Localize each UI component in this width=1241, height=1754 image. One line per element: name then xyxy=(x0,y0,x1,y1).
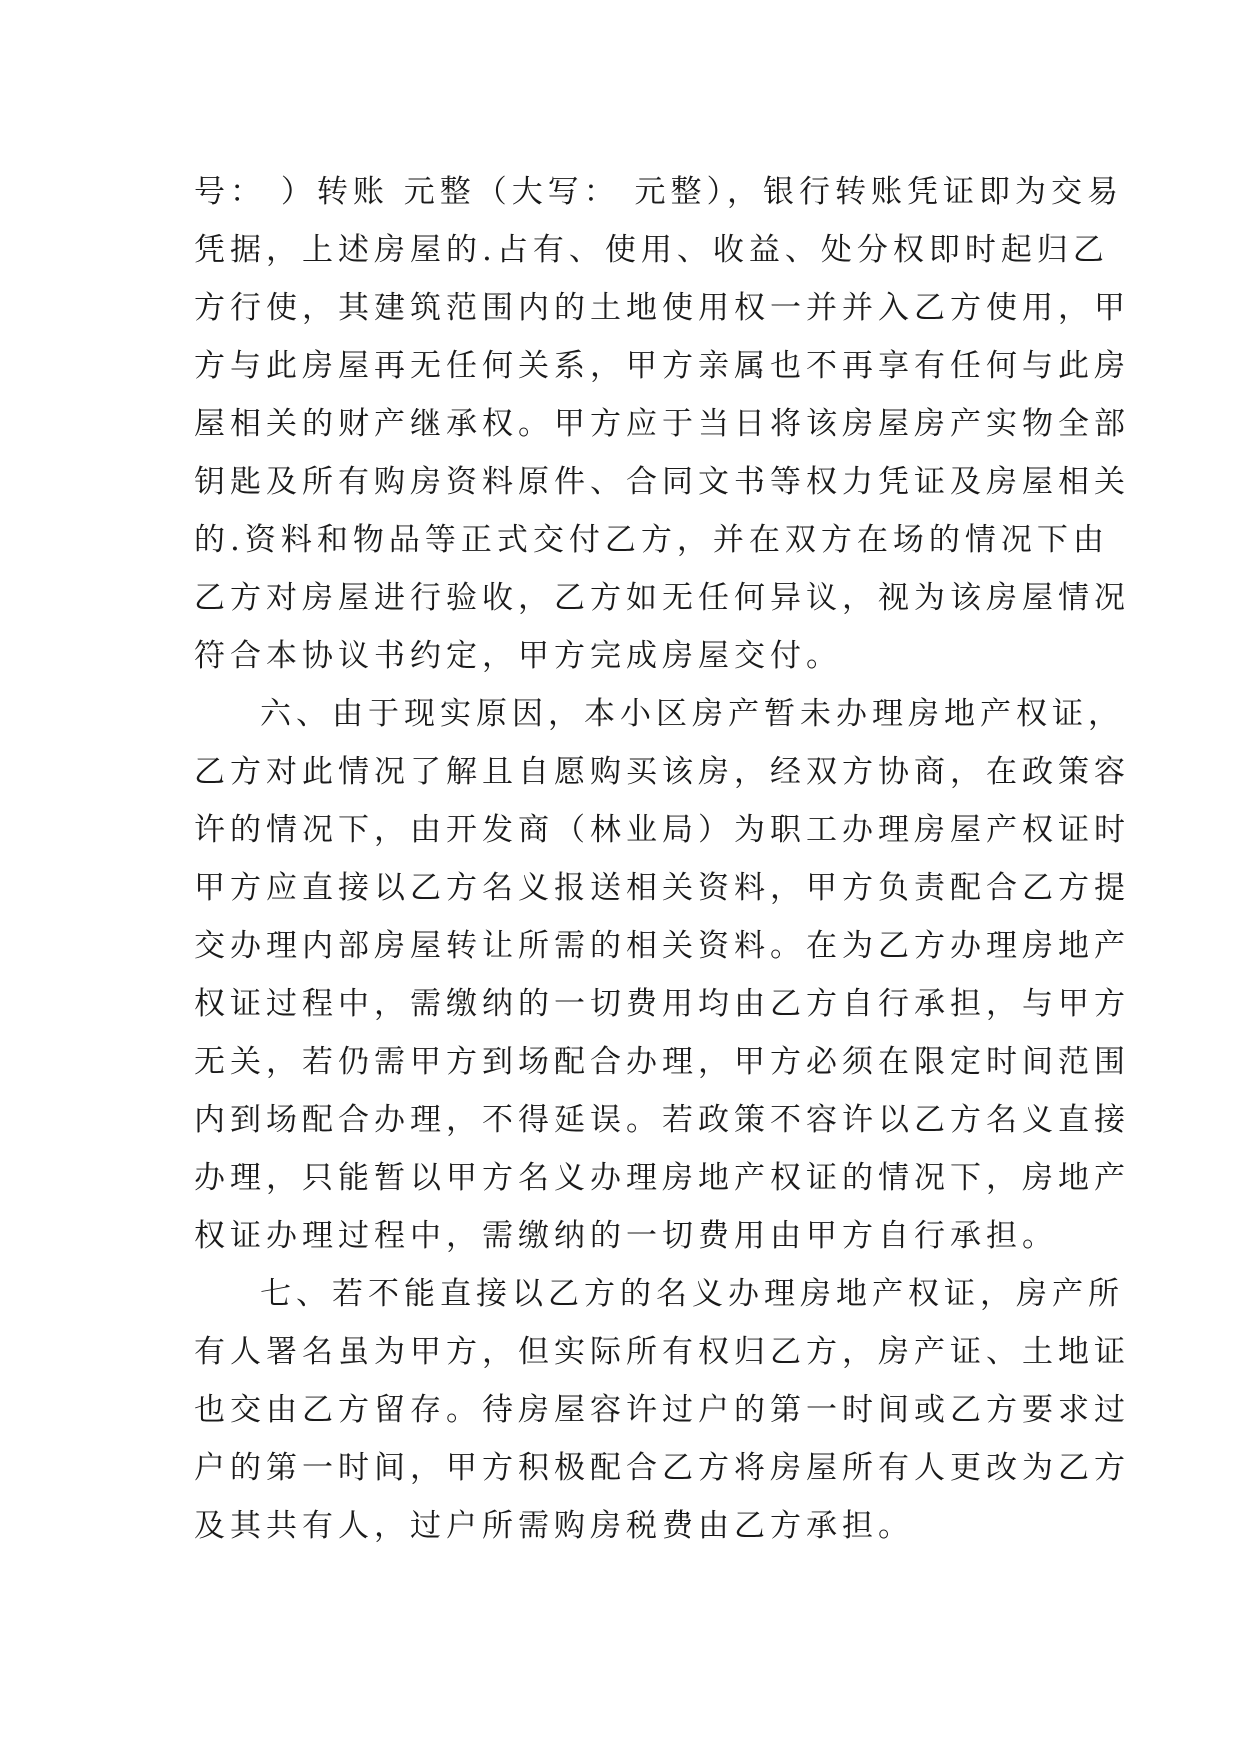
text-line: 有人署名虽为甲方，但实际所有权归乙方，房产证、土地证 xyxy=(194,1334,1130,1370)
text-line: 钥匙及所有购房资料原件、合同文书等权力凭证及房屋相关 xyxy=(194,464,1130,500)
text-line: 也交由乙方留存。待房屋容许过户的第一时间或乙方要求过 xyxy=(194,1392,1130,1428)
text-line: 方与此房屋再无任何关系，甲方亲属也不再享有任何与此房 xyxy=(194,348,1130,384)
text-line: 许的情况下，由开发商（林业局）为职工办理房屋产权证时 xyxy=(194,812,1130,848)
text-line: 无关，若仍需甲方到场配合办理，甲方必须在限定时间范围 xyxy=(194,1044,1130,1080)
text-line: 号： ）转账 元整（大写： 元整），银行转账凭证即为交易 xyxy=(194,174,1124,210)
text-line: 乙方对此情况了解且自愿购买该房，经双方协商，在政策容 xyxy=(194,754,1130,790)
paragraph-seven-start: 七、若不能直接以乙方的名义办理房地产权证，房产所 xyxy=(260,1276,1124,1312)
text-line: 凭据，上述房屋的.占有、使用、收益、处分权即时起归乙 xyxy=(194,232,1109,268)
paragraph-six-start: 六、由于现实原因，本小区房产暂未办理房地产权证， xyxy=(260,696,1124,732)
text-line: 乙方对房屋进行验收，乙方如无任何异议，视为该房屋情况 xyxy=(194,580,1130,616)
document-body xyxy=(194,163,1130,1555)
text-line: 及其共有人，过户所需购房税费由乙方承担。 xyxy=(194,1508,914,1544)
text-line: 甲方应直接以乙方名义报送相关资料，甲方负责配合乙方提 xyxy=(194,870,1130,906)
text-line: 权证过程中，需缴纳的一切费用均由乙方自行承担，与甲方 xyxy=(194,986,1130,1022)
text-line: 内到场配合办理，不得延误。若政策不容许以乙方名义直接 xyxy=(194,1102,1130,1138)
text-line: 交办理内部房屋转让所需的相关资料。在为乙方办理房地产 xyxy=(194,928,1130,964)
text-line: 方行使，其建筑范围内的土地使用权一并并入乙方使用，甲 xyxy=(194,290,1130,326)
text-line: 的.资料和物品等正式交付乙方，并在双方在场的情况下由 xyxy=(194,522,1109,558)
text-line: 权证办理过程中，需缴纳的一切费用由甲方自行承担。 xyxy=(194,1218,1058,1254)
text-line: 屋相关的财产继承权。甲方应于当日将该房屋房产实物全部 xyxy=(194,406,1130,442)
text-line: 办理，只能暂以甲方名义办理房地产权证的情况下，房地产 xyxy=(194,1160,1130,1196)
text-line: 符合本协议书约定，甲方完成房屋交付。 xyxy=(194,638,842,674)
text-line: 户的第一时间，甲方积极配合乙方将房屋所有人更改为乙方 xyxy=(194,1450,1130,1486)
